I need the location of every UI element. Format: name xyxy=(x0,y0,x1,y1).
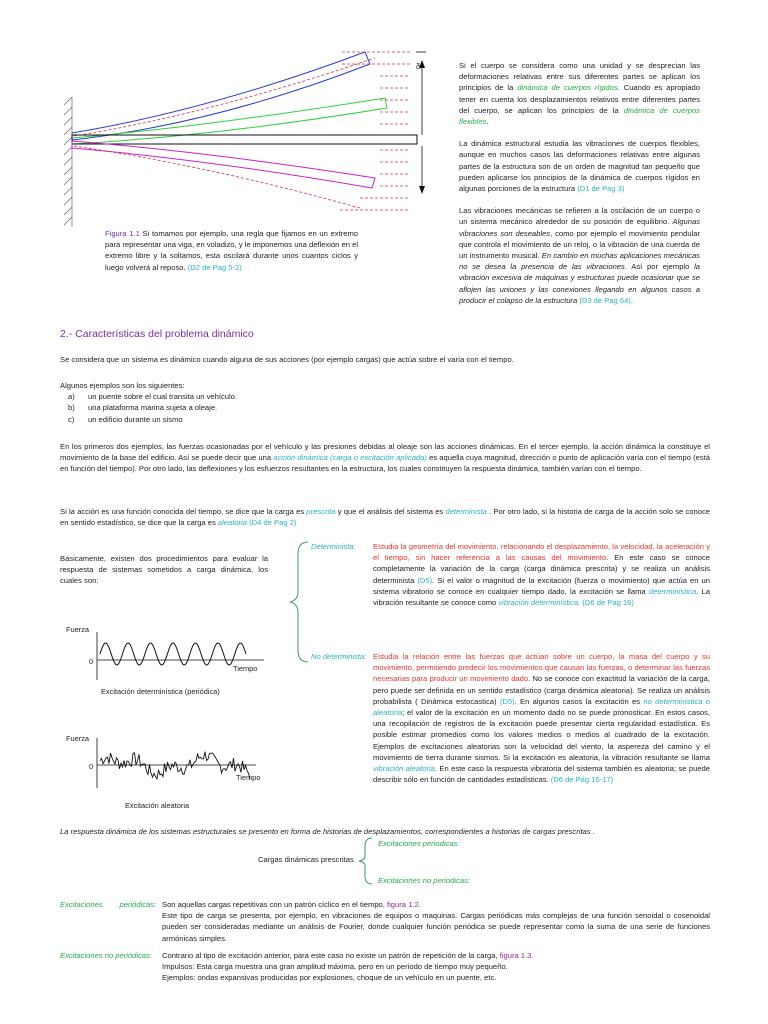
examples-list xyxy=(60,391,710,425)
graph2-caption: Excitación aleatoria xyxy=(125,801,190,810)
list-item: b) una plataforma marina sujeta a oleaje. xyxy=(68,403,218,413)
section-intro: Se considera que un sistema es dinámico cuando alguna de sus acciones (por ejemplo cargas) que actúa sobre el varía con el tiempo. xyxy=(60,355,514,364)
load-type-paragraph: Si la acción es una función conocida del tiempo, se dice que la carga es prescrita y que el análisis del sistema es determinista . Por otro lado, si la historia de carga de la acción solo se conoce en sentido estadístico, se dice que la carga es aleatoria (D4 de Pag 2) xyxy=(60,507,710,528)
list-item: a) un puente sobre el cual transita un vehículo. xyxy=(68,392,238,402)
graph1-zero: 0 xyxy=(89,657,94,666)
cantilever-figure xyxy=(60,40,450,230)
structural-dynamics-paragraph: La dinámica estructural estudia las vibraciones de cuerpos flexibles, aunque en muchos casos las deformaciones relativas entre algunas partes de la estructura son de un orden de magnitud tan pequeño que pueden aplicarse los principios de la dinámica de cuerpos rígidos en algunas porciones de la estructura (D1 de Pag 3) xyxy=(459,139,700,194)
det-label: Determinista: xyxy=(311,542,356,551)
nondet-paragraph: Estudia la relación entre las fuerzas que actúan sobre un cuerpo, la masa del cuerpo y su movimiento, permitiendo predecir los movimientos que causan las fuerzas, o determinar las fuerzas necesarias para producir un movimiento dado. No se conoce con exactitud la variación de la carga, pero puede ser definida en un sentido estadístico (carga dinámica aleatoria). Se realiza un análisis probabilista ( Dinámica estocastica) (D5). En algunos casos la excitación es no determinística o aleatoria; el valor de la excitación en un momento dado no se puede pronosticar. En estos casos, una recopilación de registros de la excitación puede presentar cierta regularidad estadística. Es posible estimar promedios como los valores medios o medios al cuadrado de la excitación. Ejemplos de excitaciones aleatorias son la velocidad del viento, la aspereza del camino y el movimiento de tierra durante sismos. Si la excitación es aleatoria, la vibración resultante se llama vibración aleatoria. En este caso la respuesta vibratoria del sistema también es aleatoria; se puede describir sólo en función de cantidades estadísticas. (D6 de Pág 16-17) xyxy=(373,652,710,785)
periodic-label: Excitaciones periodicas: xyxy=(378,839,460,848)
det-paragraph: Estudia la geometría del movimiento, relacionando el desplazamiento, la velocidad, la aceleración y el tiempo, sin hacer referencia a las causas del movimiento. En este caso se conoce completamente la variación de la carga (carga dinámica prescrita) y se realiza un análisis determinista (D5). Si el valor o magnitud de la excitación (fuerza o movimiento) que actúa en un sistema vibratorio se conoce en cualquier tiempo dado, la excitación se llama determinística. La vibración resultante se conoce como vibración determinística. (D6 de Pag 16) xyxy=(373,542,711,608)
graph1-caption: Excitación determinística (periódica) xyxy=(101,687,220,696)
right-column xyxy=(459,60,700,306)
periodic-def: Son aquellas cargas repetitivas con un patrón cíclico en el tiempo, figura 1.2. Este tipo de carga se presenta, por ejemplo, en vibraciones de equipos o maquinas. Cargas periódicas más complejas de una función senoidal o cosenoidal pueden ser consideradas mediante un análisis de Fourier, donde cualquier función periódica se puede representar como la suma de una serie de funciones armónicas simples. xyxy=(162,900,710,943)
periodic-graph xyxy=(96,632,266,682)
examples-block: Algunos ejemplos son los siguientes: a) un puente sobre el cual transita un vehículo. b) una plataforma marina sujeta a oleaje. c) un edificio durante un sismo xyxy=(60,380,710,425)
nondet-label: No determinista: xyxy=(311,652,367,661)
figure-caption: Figura 1.1 Si tomamos por ejemplo, una regla que fijamos en un extremo para representar una viga, en voladizo, y le imponemos una deflexión en el extremo libre y la soltamos, esta oscilará durante unos cuantos ciclos y luego volverá al reposo. (D2 de Pag 5-2) xyxy=(105,229,358,272)
procedures-brace xyxy=(288,540,312,664)
periodic-def-label: Excitaciones periódicas: xyxy=(60,900,157,909)
section-title: 2.- Características del problema dinámico xyxy=(60,328,254,340)
graph1-xlabel: Tiempo xyxy=(233,664,258,673)
prescribed-loads-label: Cargas dinámicas prescritas xyxy=(258,855,354,864)
loads-brace xyxy=(356,836,376,886)
list-item: c) un edificio durante un sismo xyxy=(68,414,183,424)
mechanical-vibrations-paragraph: Las vibraciones mecánicas se refieren a la oscilación de un cuerpo o un sistema mecánico alrededor de su posición de equilibrio. Algunas vibraciones son deseables, como por ejemplo el movimiento pendular que controla el movimiento de un reloj, o la vibración de una cuerda de un instrumento musical. En cambio en muchas aplicaciones mecánicas no se desea la presencia de las vibraciones. Así por ejemplo la vibración excesiva de máquinas y estructuras puede ocasionar que se aflojen las uniones y las conexiones llegando en algunos casos a producir el colapso de la estructura (D3 de Pag 64). xyxy=(459,206,701,305)
graph2-zero: 0 xyxy=(89,762,94,771)
graph2-ylabel: Fuerza xyxy=(66,734,90,743)
procedures-paragraph: Básicamente, existen dos procedimientos para evaluar la respuesta de sistemas sometidos a carga dinámica, los cuales son: xyxy=(60,554,268,586)
response-text: La respuesta dinámica de los sistemas estructurales se presento en forma de historias de desplazamientos, correspondientes a historias de cargas prescritas . xyxy=(60,827,595,836)
nonperiodic-def-label: Excitaciones no periódicas: xyxy=(60,951,153,960)
graph1-ylabel: Fuerza xyxy=(66,625,90,634)
graph2-xlabel: Tiempo xyxy=(236,773,261,782)
nonperiodic-label: Excitaciones no periodicas: xyxy=(378,876,471,885)
rigid-bodies-paragraph: Si el cuerpo se considera como una unidad y se desprecian las deformaciones relativas entre sus diferentes partes se aplican los principios de la dinámica de cuerpos rígidos. Cuando es apropiado tener en cuenta los desplazamientos relativos entre diferentes partes del cuerpo, se aplican los principios de la dinámica de cuerpos flexibles. xyxy=(459,61,700,127)
delta-label: δ xyxy=(416,62,421,71)
dynamic-action-paragraph: En los primeros dos ejemplos, las fuerzas ocasionadas por el vehículo y las presiones debidas al oleaje son las acciones dinámicas. En el tercer ejemplo, la acción dinámica la constituye el movimiento de la base del edificio. Así se puede decir que una acción dinámica (carga o excitación aplicada) es aquella cuya magnitud, dirección o punto de aplicación varía con el tiempo (está en función del tiempo). Por otro lado, las deflexiones y los esfuerzos resultantes en la estructura, los cuales constituyen la respuesta dinámica, también varían con el tiempo. xyxy=(60,442,710,474)
nonperiodic-def: Contrario al tipo de excitación anterior, para este caso no existe un patrón de repetición de la carga, figura 1.3. Impulsos: Esta carga muestra una gran amplitud máxima, pero en un periodo de tiempo muy pequeño. Ejemplos: ondas expansivas producidas por explosiones, choque de un vehículo en un puente, etc. xyxy=(162,951,534,983)
